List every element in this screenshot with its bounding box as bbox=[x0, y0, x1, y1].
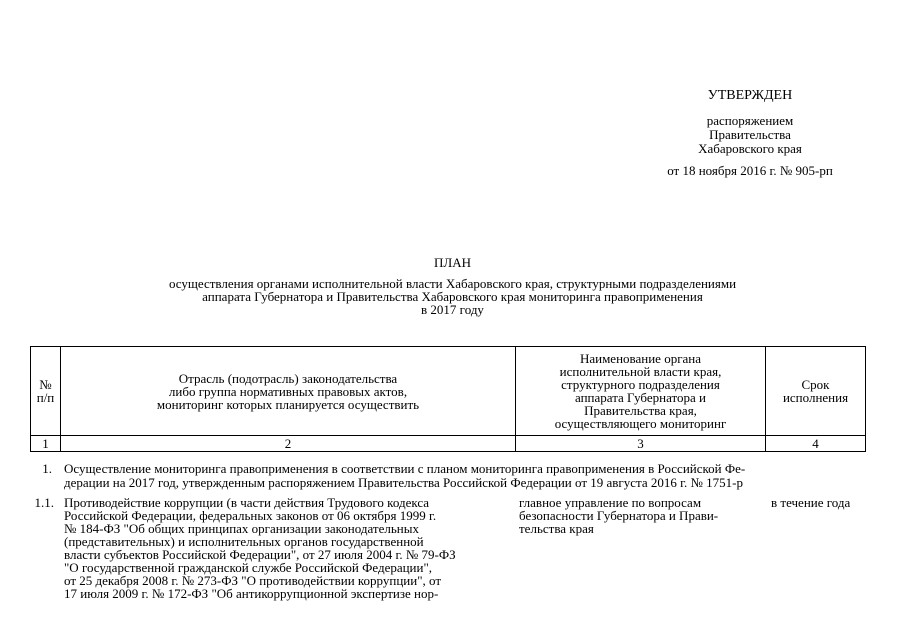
column-number: 3 bbox=[516, 436, 766, 452]
row-text-line: власти субъектов Российской Федерации", от 27 июля 2004 г. № 79-ФЗ bbox=[64, 547, 456, 562]
row-number: 1.1. bbox=[34, 495, 54, 510]
row-text-line: Осуществление мониторинга правоприменения в соответствии с планом мониторинга правоприменения в Российской Фе- bbox=[64, 461, 746, 476]
approval-line: распоряжением bbox=[706, 113, 794, 128]
row-text-line: от 25 декабря 2008 г. № 273-ФЗ "О противодействии коррупции", от bbox=[64, 573, 442, 588]
header-deadline: Срок исполнения bbox=[766, 347, 866, 436]
row-text-line: дерации на 2017 год, утвержденным распоряжением Правительства Российской Федерации от 19 августа 2016 г. № 1751-р bbox=[64, 475, 743, 490]
row-text-line: Противодействие коррупции (в части действия Трудового кодекса bbox=[64, 495, 430, 510]
approval-line: Хабаровского края bbox=[698, 141, 802, 156]
column-number: 4 bbox=[766, 436, 866, 452]
plan-heading bbox=[0, 255, 905, 316]
plan-title: ПЛАН bbox=[434, 255, 471, 270]
row-text-line: 17 июля 2009 г. № 172-ФЗ "Об антикоррупционной экспертизе нор- bbox=[64, 586, 439, 601]
row-text-line: № 184-ФЗ "Об общих принципах организации законодательных bbox=[64, 521, 419, 536]
header-number: № п/п bbox=[31, 347, 61, 436]
row-text-line: Российской Федерации, федеральных законов от 06 октября 1999 г. bbox=[64, 508, 437, 523]
header-authority: Наименование органа исполнительной власти края, структурного подразделения аппарата Губернатора и Правительства края, осуществляющего мониторинг bbox=[516, 347, 766, 436]
row-authority-line: тельства края bbox=[519, 521, 594, 536]
plan-subtitle-line: аппарата Губернатора и Правительства Хабаровского края мониторинга правоприменения bbox=[202, 289, 703, 304]
row-authority-line: безопасности Губернатора и Прави- bbox=[519, 508, 719, 523]
column-number: 1 bbox=[31, 436, 61, 452]
row-authority-line: главное управление по вопросам bbox=[519, 495, 702, 510]
approval-block bbox=[640, 88, 860, 178]
approval-date: от 18 ноября 2016 г. № 905-рп bbox=[667, 163, 833, 178]
approval-line: Правительства bbox=[709, 127, 791, 142]
plan-subtitle-line: осуществления органами исполнительной власти Хабаровского края, структурными подразделениями bbox=[168, 276, 737, 291]
row-deadline: в течение года bbox=[771, 495, 851, 510]
column-number: 2 bbox=[61, 436, 516, 452]
row-text-line: "О государственной гражданской службе Российской Федерации", bbox=[64, 560, 433, 575]
header-branch: Отрасль (подотрасль) законодательства либо группа нормативных правовых актов, мониторинг которых планируется осуществить bbox=[61, 347, 516, 436]
plan-subtitle-line: в 2017 году bbox=[421, 302, 484, 317]
row-text-line: (представительных) и исполнительных органов государственной bbox=[64, 534, 424, 549]
plan-table-header bbox=[30, 346, 866, 452]
approval-title: УТВЕРЖДЕН bbox=[707, 88, 793, 103]
row-number: 1. bbox=[42, 461, 52, 476]
